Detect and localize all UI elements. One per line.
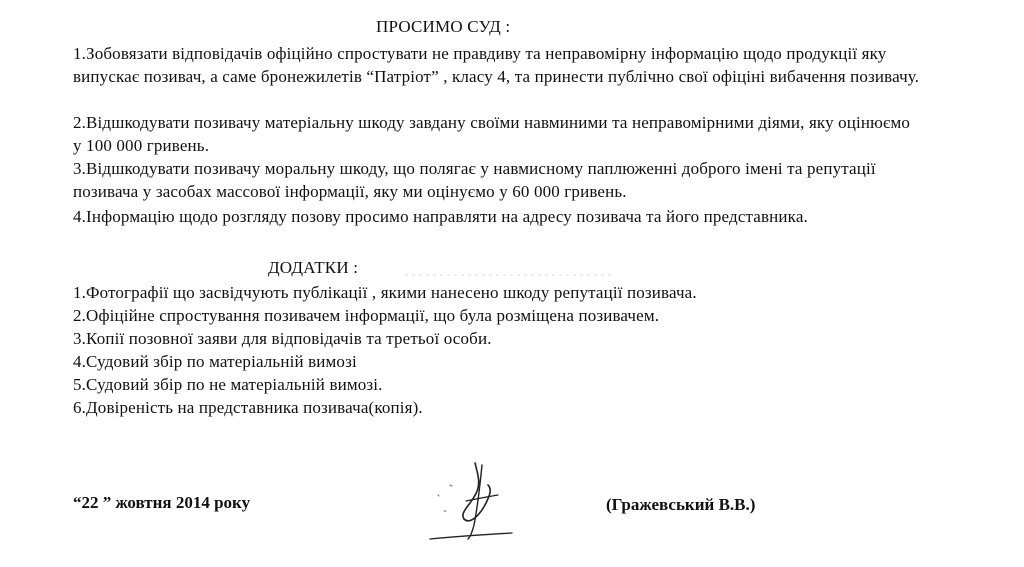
request-heading: ПРОСИМО СУД : [376, 17, 511, 36]
request-item-3: 3.Відшкодувати позивачу моральну шкоду, що полягає у навмисному паплюженні доброго імені та репутації позивача у засобах массової інформації, яку ми оцінуємо у 60 000 гривень. [73, 159, 876, 201]
signature-image [420, 455, 530, 550]
attachment-item-2: 2.Офіційне спростування позивачем інформації, що була розміщена позивачем. [73, 306, 660, 325]
document-date: “22 ” жовтня 2014 року [73, 493, 251, 512]
attachment-item-3: 3.Копії позовної заяви для відповідачів та третьої особи. [73, 329, 492, 348]
request-item-1: 1.Зобовязати відповідачів офіційно спростувати не правдиву та неправомірну інформацію щодо продукції яку випускає позивач, а саме бронежилетів “Патріот” , класу 4, та принести публічно свої офіціні вибачення позивачу. [73, 44, 920, 86]
attachment-item-4: 4.Судовий збір по матеріальній вимозі [73, 352, 357, 371]
attachment-item-5: 5.Судовий збір по не матеріальній вимозі. [73, 375, 383, 394]
request-item-2: 2.Відшкодувати позивачу матеріальну шкоду завдану своїми навминими та неправомірними діями, яку оцінюємо у 100 000 гривень. [73, 113, 911, 155]
attachment-item-1: 1.Фотографії що засвідчують публікації , якими нанесено шкоду репутації позивача. [73, 283, 697, 302]
signatory-name: (Гражевський В.В.) [606, 495, 756, 514]
faint-bleed-through-mark [405, 270, 615, 280]
request-item-4: 4.Інформацію щодо розгляду позову просимо направляти на адресу позивача та його представника. [73, 207, 808, 226]
attachment-item-6: 6.Довіреність на представника позивача(копія). [73, 398, 423, 417]
attachments-heading: ДОДАТКИ : [268, 258, 359, 277]
